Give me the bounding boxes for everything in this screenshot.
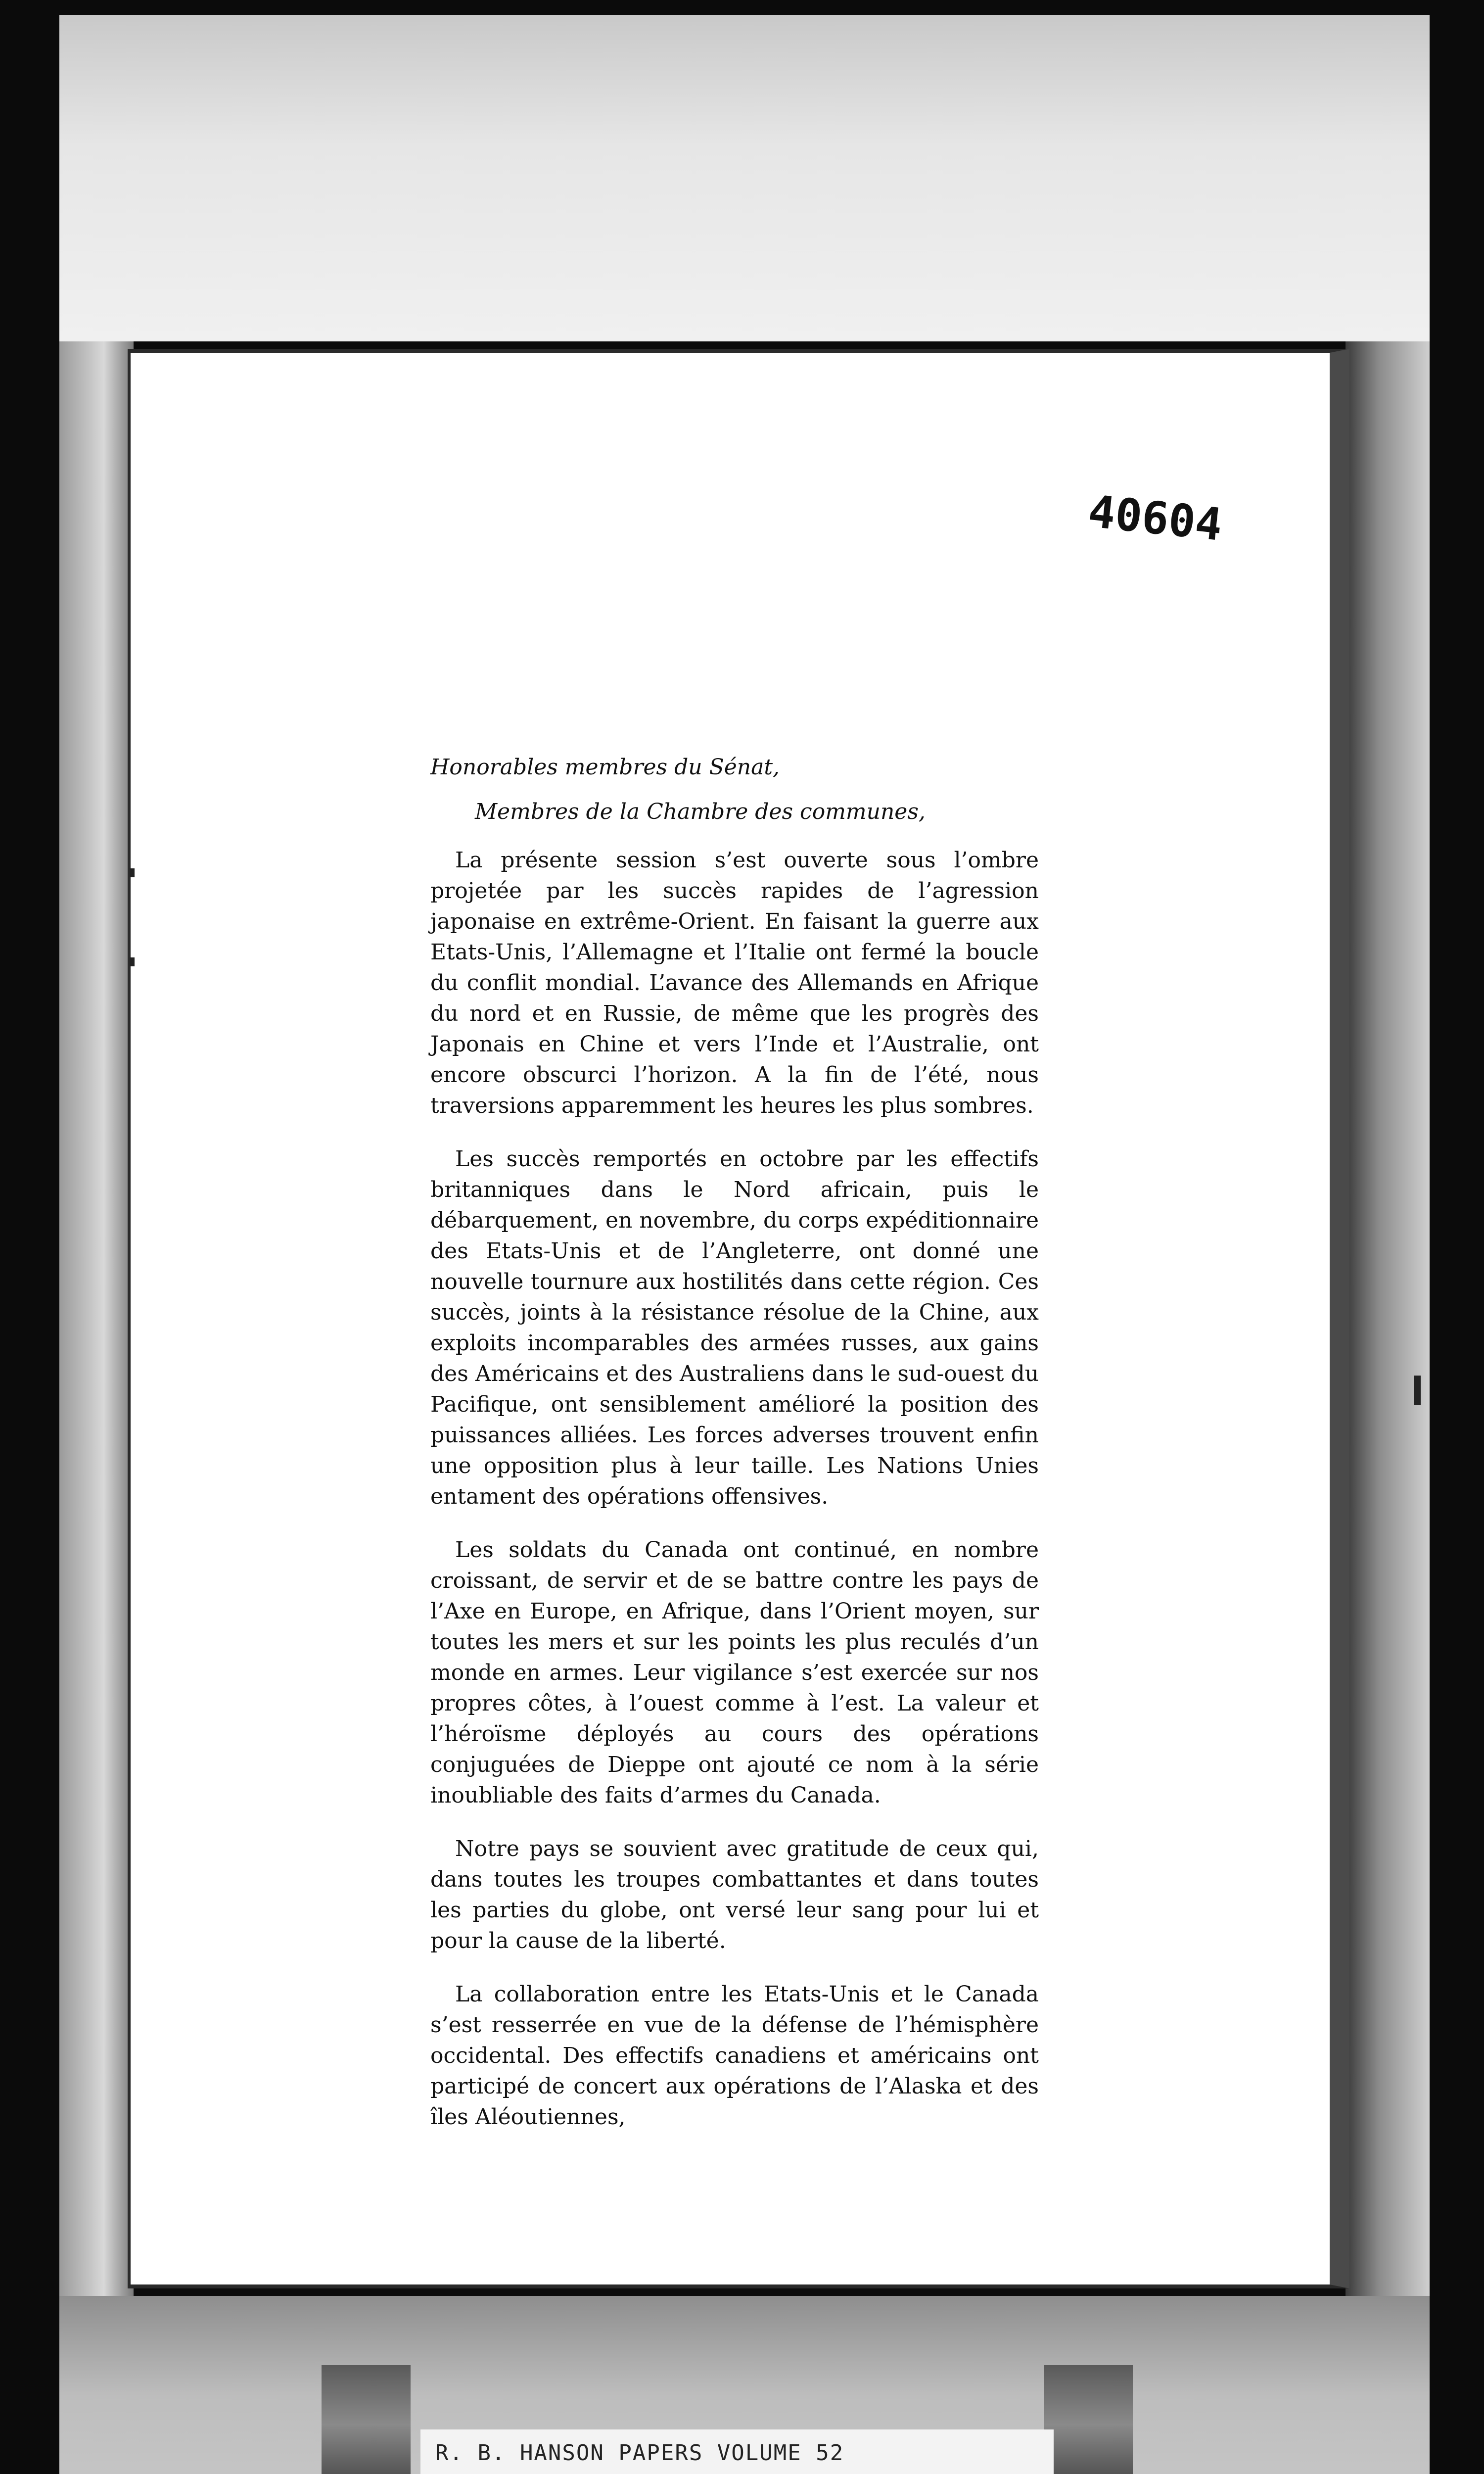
- edge-mark: [1414, 1376, 1421, 1405]
- binder-clip-left: [322, 2365, 411, 2474]
- paragraph: Les succès remportés en octobre par les effectifs britanniques dans le Nord africain, puis le débarquement, en novembre, du corps expéditionnaire des Etats-Unis et de l’Angleterre, ont donné une nouvelle tournure aux hostilités dans cette région. Ces succès, joints à la résistance résolue de la Chine, aux exploits incomparables des armées russes, aux gains des Américains et des Australiens dans le sud-ouest du Pacifique, ont sensiblement amélioré la position des puissances alliées. Les forces adverses trouvent enfin une opposition plus à leur taille. Les Nations Unies entament des opérations offensives.: [430, 1146, 1039, 1509]
- paragraph: La présente session s’est ouverte sous l’ombre projetée par les succès rapides de l’agression japonaise en extrême-Orient. En faisant la guerre aux Etats-Unis, l’Allemagne et l’Italie ont fermé la boucle du conflit mondial. L’avance des Allemands en Afrique du nord et en Russie, de même que les progrès des Japonais en Chine et vers l’Inde et l’Australie, ont encore obscurci l’horizon. A la fin de l’été, nous traversions apparemment les heures les plus sombres.: [430, 848, 1039, 1118]
- paragraph: Les soldats du Canada ont continué, en nombre croissant, de servir et de se battre contre les pays de l’Axe en Europe, en Afrique, dans l’Orient moyen, sur toutes les mers et sur les points les plus reculés d’un monde en armes. Leur vigilance s’est exercée sur nos propres côtes, à l’ouest comme à l’est. La valeur et l’héroïsme déployés au cours des opérations conjuguées de Dieppe ont ajouté ce nom à la série inoubliable des faits d’armes du Canada.: [430, 1537, 1039, 1808]
- paragraph: La collaboration entre les Etats-Unis et le Canada s’est resserrée en vue de la défense de l’hémisphère occidental. Des effectifs canadiens et américains ont participé de concert aux opérations de l’Alaska et des îles Aléoutiennes,: [430, 1982, 1039, 2130]
- folio-number: 40604: [1086, 485, 1225, 551]
- film-edge-left: [59, 341, 134, 2370]
- paragraph: Notre pays se souvient avec gratitude de ceux qui, dans toutes les troupes combattantes et dans toutes les parties du globe, ont versé leur sang pour lui et pour la cause de la liberté.: [430, 1836, 1039, 1953]
- film-edge-right: [1345, 341, 1430, 2370]
- binding-mark: [130, 868, 135, 877]
- salutation-senate: Honorables membres du Sénat,: [430, 755, 780, 780]
- binder-clip-right: [1044, 2365, 1133, 2474]
- collection-label: R. B. HANSON PAPERS VOLUME 52: [435, 2440, 844, 2466]
- film-frame-top: [59, 15, 1430, 341]
- binding-mark: [130, 957, 135, 966]
- salutation-commons: Membres de la Chambre des communes,: [475, 799, 926, 824]
- document-body: [430, 752, 1039, 2155]
